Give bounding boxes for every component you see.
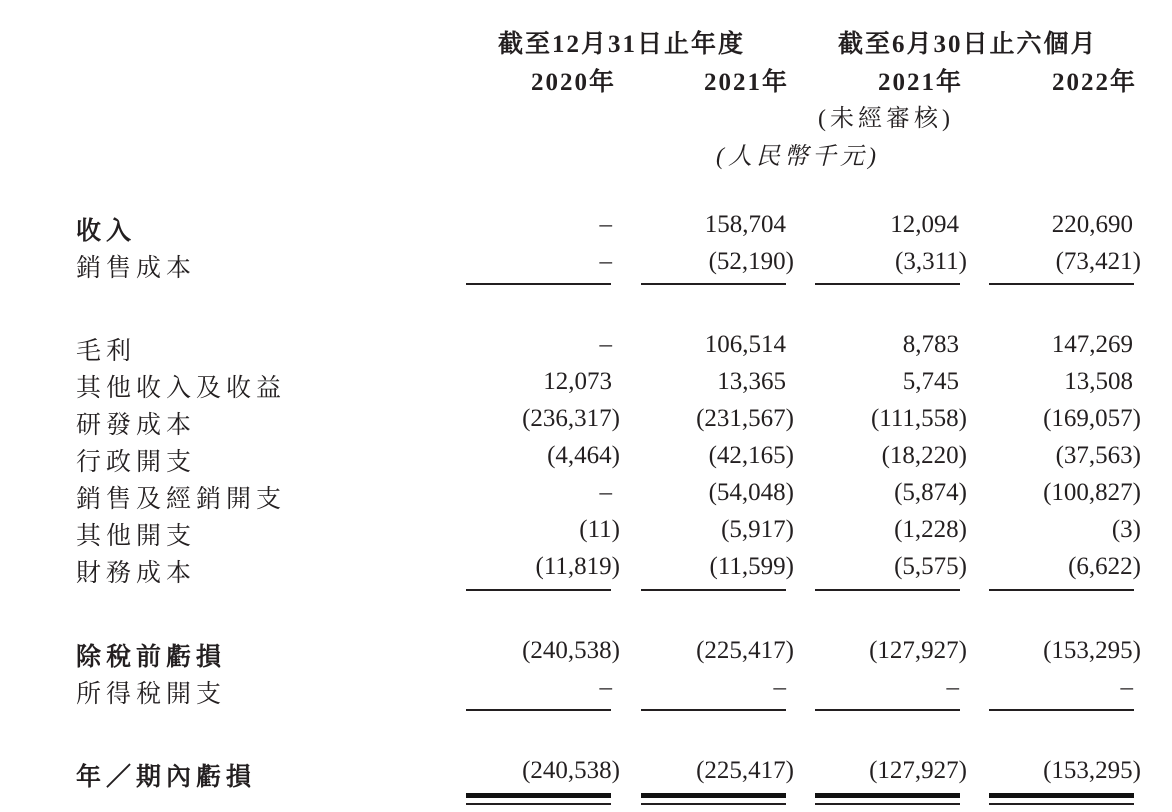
cell-loss-for-period-2021: (225,417)	[696, 757, 794, 784]
cell-finance-costs-1h2022: (6,622)	[1068, 553, 1141, 580]
row-label-gross-profit: 毛利	[76, 338, 137, 365]
header-interim-2022: 2022年	[1052, 69, 1138, 96]
header-interim-period: 截至6月30日止六個月	[838, 31, 1098, 58]
total-double-rule	[815, 803, 960, 805]
cell-other-income-2020: 12,073	[543, 368, 612, 395]
cell-admin-2021: (42,165)	[708, 442, 794, 469]
cell-rd-1h2022: (169,057)	[1043, 405, 1141, 432]
cell-income-tax-1h2021: –	[946, 674, 959, 701]
cell-cost-of-sales-2021: (52,190)	[708, 248, 794, 275]
total-double-rule	[466, 803, 611, 805]
cell-admin-1h2022: (37,563)	[1055, 442, 1141, 469]
cell-loss-before-tax-1h2022: (153,295)	[1043, 637, 1141, 664]
cell-cost-of-sales-1h2022: (73,421)	[1055, 248, 1141, 275]
row-label-other-expenses: 其他開支	[76, 523, 197, 550]
cell-cost-of-sales-1h2021: (3,311)	[895, 248, 967, 275]
total-double-rule	[989, 803, 1134, 805]
subtotal-rule	[815, 709, 960, 711]
header-interim-2021: 2021年	[878, 69, 964, 96]
row-label-loss-for-period: 年／期內虧損	[76, 764, 257, 791]
cell-other-expenses-1h2022: (3)	[1111, 516, 1141, 543]
cell-income-tax-2021: –	[773, 674, 786, 701]
subtotal-rule	[641, 709, 786, 711]
row-label-revenue: 收入	[76, 218, 137, 245]
header-year-2020: 2020年	[531, 69, 617, 96]
cell-rd-2020: (236,317)	[522, 405, 620, 432]
cell-gross-profit-2021: 106,514	[704, 331, 786, 358]
cell-gross-profit-1h2022: 147,269	[1051, 331, 1133, 358]
cell-rd-1h2021: (111,558)	[870, 405, 967, 432]
cell-revenue-1h2021: 12,094	[890, 211, 959, 238]
cell-other-expenses-1h2021: (1,228)	[894, 516, 967, 543]
cell-admin-2020: (4,464)	[547, 442, 620, 469]
cell-rd-2021: (231,567)	[696, 405, 794, 432]
cell-loss-for-period-2020: (240,538)	[522, 757, 620, 784]
cell-income-tax-1h2022: –	[1120, 674, 1133, 701]
cell-cost-of-sales-2020: –	[599, 248, 612, 275]
cell-other-expenses-2020: (11)	[579, 516, 620, 543]
subtotal-rule	[466, 709, 611, 711]
total-double-rule	[641, 803, 786, 805]
total-double-rule	[815, 793, 960, 798]
cell-revenue-2020: –	[599, 211, 612, 238]
cell-loss-for-period-1h2022: (153,295)	[1043, 757, 1141, 784]
cell-other-income-1h2022: 13,508	[1064, 368, 1133, 395]
currency-unit: (人民幣千元)	[716, 144, 880, 170]
subtotal-rule	[815, 283, 960, 285]
cell-revenue-1h2022: 220,690	[1051, 211, 1133, 238]
cell-other-income-2021: 13,365	[717, 368, 786, 395]
total-double-rule	[641, 793, 786, 798]
cell-admin-1h2021: (18,220)	[881, 442, 967, 469]
subtotal-rule	[641, 283, 786, 285]
cell-selling-2020: –	[599, 479, 612, 506]
cell-selling-1h2022: (100,827)	[1043, 479, 1141, 506]
subtotal-rule	[989, 283, 1134, 285]
header-annual-period: 截至12月31日止年度	[498, 31, 746, 58]
cell-gross-profit-2020: –	[599, 331, 612, 358]
cell-revenue-2021: 158,704	[704, 211, 786, 238]
unaudited-note: (未經審核)	[818, 106, 954, 132]
subtotal-rule	[466, 589, 611, 591]
cell-selling-1h2021: (5,874)	[894, 479, 967, 506]
row-label-rd-costs: 研發成本	[76, 412, 197, 439]
row-label-loss-before-tax: 除稅前虧損	[76, 644, 227, 671]
cell-finance-costs-2021: (11,599)	[709, 553, 794, 580]
cell-loss-for-period-1h2021: (127,927)	[869, 757, 967, 784]
subtotal-rule	[989, 589, 1134, 591]
cell-loss-before-tax-2020: (240,538)	[522, 637, 620, 664]
cell-finance-costs-2020: (11,819)	[535, 553, 620, 580]
cell-finance-costs-1h2021: (5,575)	[894, 553, 967, 580]
row-label-cost-of-sales: 銷售成本	[76, 255, 197, 282]
subtotal-rule	[466, 283, 611, 285]
cell-other-income-1h2021: 5,745	[902, 368, 959, 395]
row-label-admin-expenses: 行政開支	[76, 449, 197, 476]
row-label-other-income: 其他收入及收益	[76, 375, 287, 402]
cell-selling-2021: (54,048)	[708, 479, 794, 506]
row-label-income-tax: 所得稅開支	[76, 681, 227, 708]
total-double-rule	[466, 793, 611, 798]
cell-other-expenses-2021: (5,917)	[721, 516, 794, 543]
row-label-selling-expenses: 銷售及經銷開支	[76, 486, 287, 513]
total-double-rule	[989, 793, 1134, 798]
subtotal-rule	[641, 589, 786, 591]
subtotal-rule	[815, 589, 960, 591]
cell-loss-before-tax-1h2021: (127,927)	[869, 637, 967, 664]
header-year-2021: 2021年	[704, 69, 790, 96]
subtotal-rule	[989, 709, 1134, 711]
cell-loss-before-tax-2021: (225,417)	[696, 637, 794, 664]
cell-income-tax-2020: –	[599, 674, 612, 701]
cell-gross-profit-1h2021: 8,783	[902, 331, 959, 358]
row-label-finance-costs: 財務成本	[76, 560, 197, 587]
